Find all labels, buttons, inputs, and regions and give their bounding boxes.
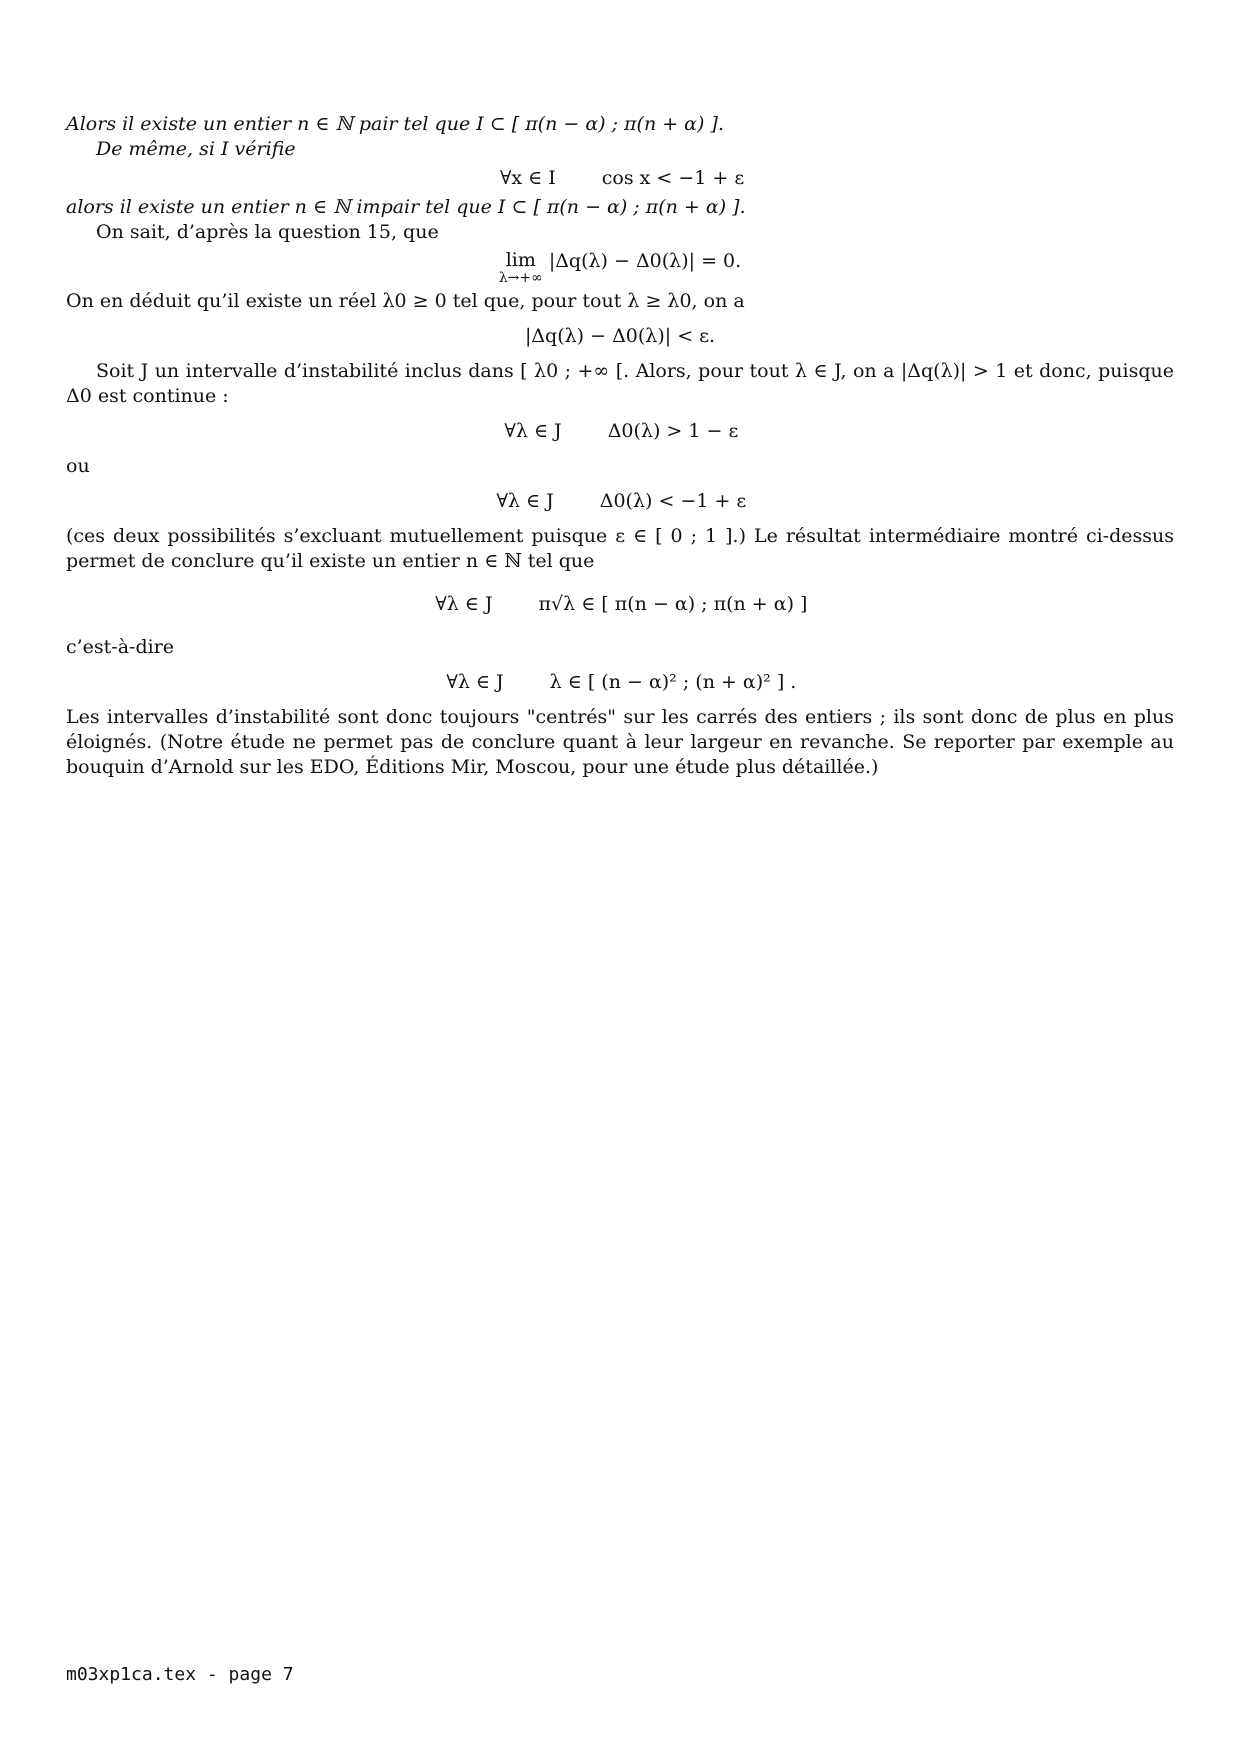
equation-expression: |Δq(λ) − Δ0(λ)| = 0. [548, 250, 742, 272]
theorem-conclusion-odd: alors il existe un entier n ∈ ℕ impair tel que I ⊂ [ π(n − α) ; π(n + α) ]. [66, 196, 746, 218]
paragraph-conclusion: Les intervalles d’instabilité sont donc toujours "centrés" sur les carrés des entiers ; ils sont donc de plus en plus éloignés. (Notre étude ne permet pas de conclure quant à leur largeur en revanche. Se reporter par exemple au bouquin d’Arnold sur les EDO, Éditions Mir, Moscou, pour une étude plus détaillée.) [66, 706, 1174, 778]
paragraph-instability-interval: Soit J un intervalle d’instabilité inclus dans [ λ0 ; +∞ [. Alors, pour tout λ ∈ J, on a |Δq(λ)| > 1 et donc, puisque Δ0 est continue : [66, 360, 1174, 407]
equation-expression: cos x < −1 + ε [601, 167, 745, 189]
equation-quantifier: ∀x ∈ I [499, 167, 556, 189]
equation-expression: |Δq(λ) − Δ0(λ)| < ε. [524, 325, 716, 347]
page-footer: m03xp1ca.tex - page 7 [66, 1664, 294, 1685]
theorem-hypothesis-second: De même, si I vérifie [96, 138, 296, 160]
paragraph-cest-a-dire: c’est-à-dire [66, 636, 175, 658]
paragraph-question-15: On sait, d’après la question 15, que [96, 221, 439, 243]
equation-expression: Δ0(λ) < −1 + ε [599, 490, 747, 512]
equation-quantifier: ∀λ ∈ J [504, 420, 562, 442]
paragraph-mutually-exclusive: (ces deux possibilités s’excluant mutuellement puisque ε ∈ [ 0 ; 1 ].) Le résultat intermédiaire montré ci-dessus permet de conclure qu’il existe un entier n ∈ ℕ tel que [66, 525, 1174, 572]
equation-cos-bound [66, 166, 1174, 191]
equation-expression: π√λ ∈ [ π(n − α) ; π(n + α) ] [538, 593, 808, 615]
limit-symbol: lim [505, 249, 536, 271]
equation-expression: λ ∈ [ (n − α)² ; (n + α)² ] . [549, 671, 797, 693]
equation-sqrt-lambda [66, 592, 1174, 617]
equation-delta-greater [66, 419, 1174, 444]
theorem-conclusion-even: Alors il existe un entier n ∈ ℕ pair tel que I ⊂ [ π(n − α) ; π(n + α) ]. [66, 113, 724, 135]
limit-subscript: λ→+∞ [498, 270, 543, 286]
equation-quantifier: ∀λ ∈ J [496, 490, 554, 512]
limit-operator [499, 249, 543, 285]
paragraph-lambda0: On en déduit qu’il existe un réel λ0 ≥ 0 tel que, pour tout λ ≥ λ0, on a [66, 290, 745, 312]
equation-expression: Δ0(λ) > 1 − ε [607, 420, 739, 442]
page-body [66, 112, 1174, 780]
equation-quantifier: ∀λ ∈ J [446, 671, 504, 693]
equation-limit [66, 249, 1174, 285]
paragraph-or: ou [66, 455, 90, 477]
equation-lambda-interval [66, 670, 1174, 695]
equation-epsilon-bound [66, 324, 1174, 349]
equation-quantifier: ∀λ ∈ J [435, 593, 493, 615]
equation-delta-less [66, 489, 1174, 514]
